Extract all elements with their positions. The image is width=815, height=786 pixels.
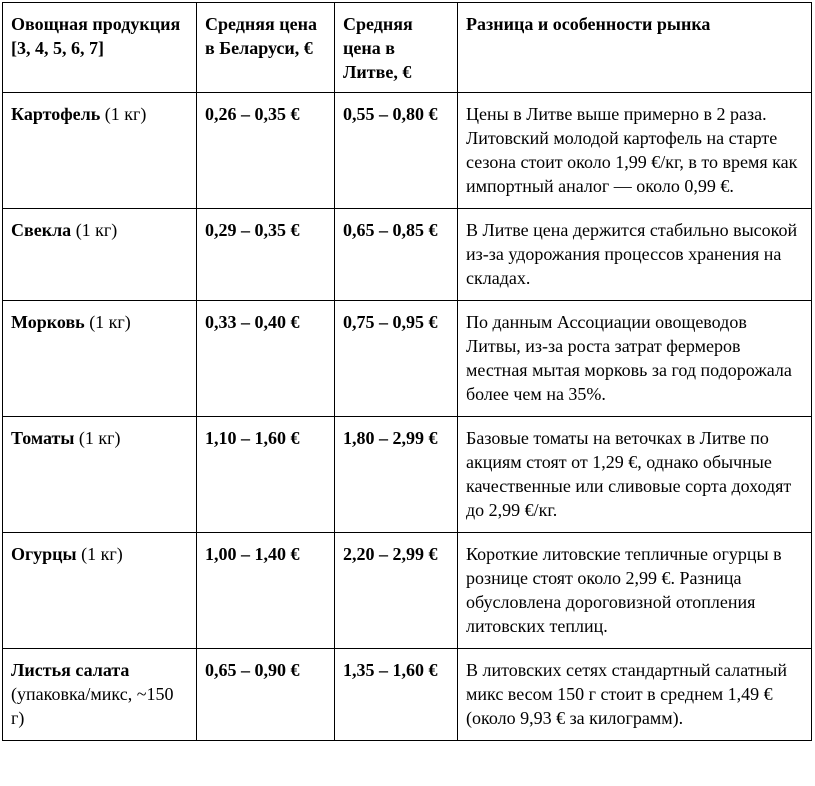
table-row <box>3 417 812 533</box>
table-row <box>3 209 812 301</box>
product-unit: (1 кг) <box>100 104 147 124</box>
product-name: Томаты <box>11 428 75 448</box>
price-belarus: 0,33 – 0,40 € <box>197 301 335 417</box>
market-note: Цены в Литве выше примерно в 2 раза. Литовский молодой картофель на старте сезона стоит около 1,99 €/кг, в то время как импортный аналог — около 0,99 €. <box>458 93 812 209</box>
product-unit: (1 кг) <box>84 312 131 332</box>
header-product: Овощная продукция [3, 4, 5, 6, 7] <box>3 3 197 93</box>
product-unit: (1 кг) <box>74 428 121 448</box>
header-price-belarus: Средняя цена в Беларуси, € <box>197 3 335 93</box>
table-row <box>3 301 812 417</box>
table-row <box>3 533 812 649</box>
market-note: В Литве цена держится стабильно высокой из-за удорожания процессов хранения на складах. <box>458 209 812 301</box>
product-name: Листья салата <box>11 660 130 680</box>
table-row <box>3 93 812 209</box>
product-cell <box>3 533 197 649</box>
market-note: Короткие литовские тепличные огурцы в рознице стоят около 2,99 €. Разница обусловлена дороговизной отопления литовских теплиц. <box>458 533 812 649</box>
table-row <box>3 649 812 741</box>
market-note: По данным Ассоциации овощеводов Литвы, из-за роста затрат фермеров местная мытая морковь за год подорожала более чем на 35%. <box>458 301 812 417</box>
header-market-notes: Разница и особенности рынка <box>458 3 812 93</box>
product-name: Картофель <box>11 104 101 124</box>
product-unit: (1 кг) <box>71 220 118 240</box>
header-price-lithuania: Средняя цена в Литве, € <box>335 3 458 93</box>
header-row <box>3 3 812 93</box>
market-note: Базовые томаты на веточках в Литве по акциям стоят от 1,29 €, однако обычные качественные или сливовые сорта доходят до 2,99 €/кг. <box>458 417 812 533</box>
price-lithuania: 1,35 – 1,60 € <box>335 649 458 741</box>
price-lithuania: 0,65 – 0,85 € <box>335 209 458 301</box>
price-belarus: 0,65 – 0,90 € <box>197 649 335 741</box>
product-cell <box>3 93 197 209</box>
price-lithuania: 0,55 – 0,80 € <box>335 93 458 209</box>
product-cell <box>3 417 197 533</box>
price-belarus: 0,29 – 0,35 € <box>197 209 335 301</box>
price-lithuania: 2,20 – 2,99 € <box>335 533 458 649</box>
product-cell <box>3 209 197 301</box>
product-name: Свекла <box>11 220 72 240</box>
price-belarus: 1,00 – 1,40 € <box>197 533 335 649</box>
price-comparison-table <box>2 2 812 741</box>
market-note: В литовских сетях стандартный салатный микс весом 150 г стоит в среднем 1,49 € (около 9,93 € за килограмм). <box>458 649 812 741</box>
product-name: Морковь <box>11 312 85 332</box>
price-belarus: 0,26 – 0,35 € <box>197 93 335 209</box>
price-lithuania: 1,80 – 2,99 € <box>335 417 458 533</box>
product-cell <box>3 301 197 417</box>
price-lithuania: 0,75 – 0,95 € <box>335 301 458 417</box>
product-cell <box>3 649 197 741</box>
product-name: Огурцы <box>11 544 77 564</box>
product-unit: (упаковка/микс, ~150 г) <box>11 684 174 728</box>
product-unit: (1 кг) <box>76 544 123 564</box>
price-belarus: 1,10 – 1,60 € <box>197 417 335 533</box>
